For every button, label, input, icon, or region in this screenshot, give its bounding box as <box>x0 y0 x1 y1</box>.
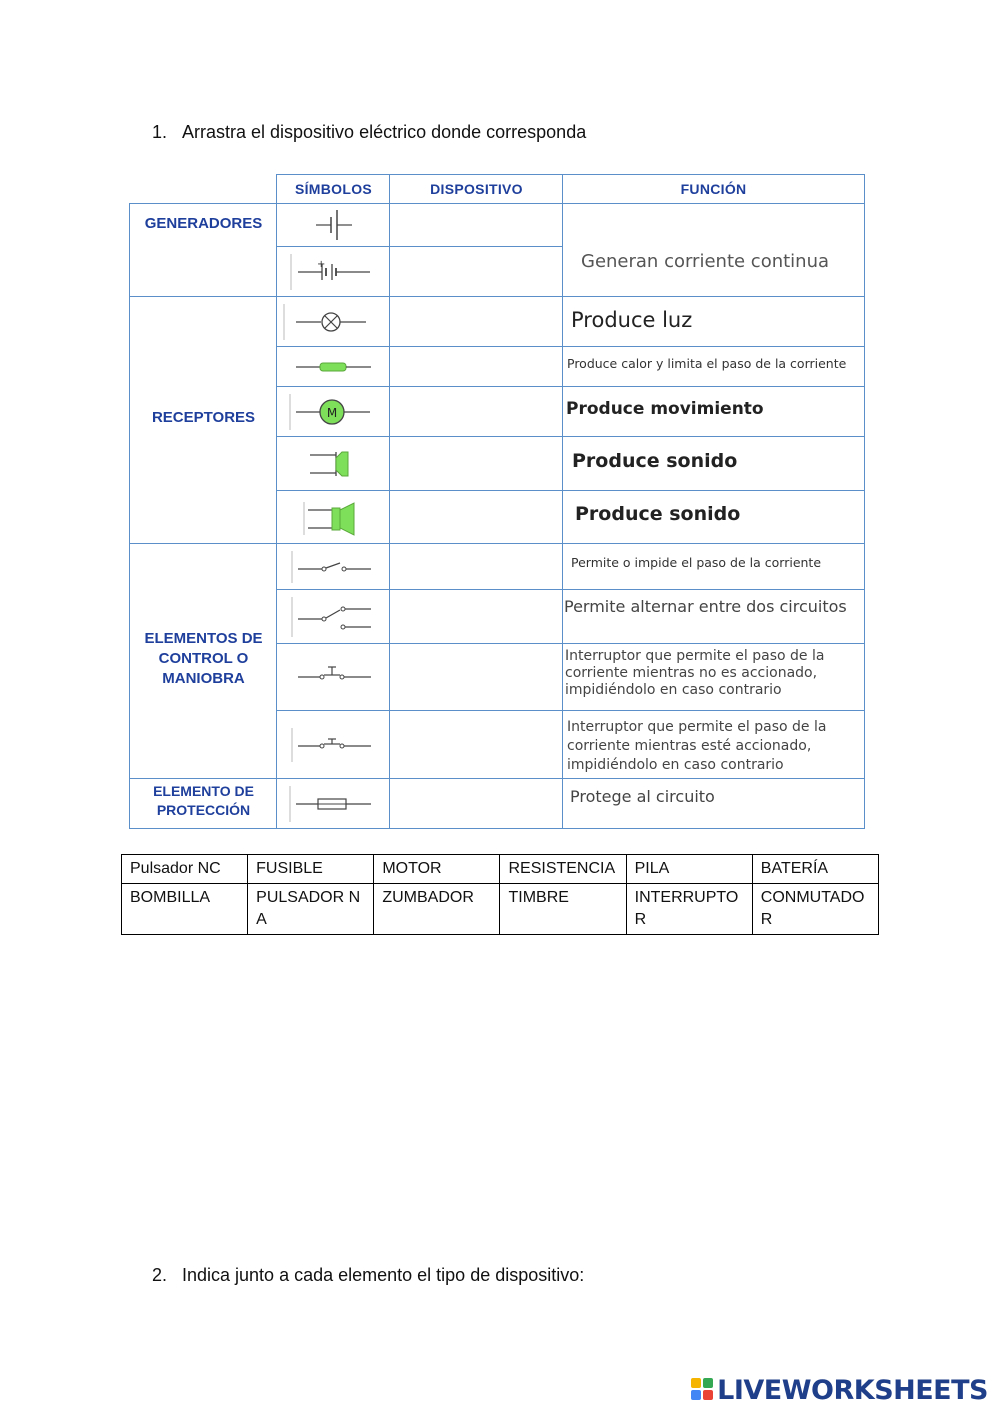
function-line: Interruptor que permite el paso de la <box>567 719 827 735</box>
svg-text:+: + <box>317 259 326 270</box>
device-dropzone[interactable] <box>389 296 564 348</box>
device-dropzone[interactable] <box>389 346 564 388</box>
liveworksheets-logo <box>691 1373 988 1407</box>
device-dropzone[interactable] <box>389 543 564 591</box>
category-control-line: CONTROL O <box>158 650 249 667</box>
question-text: Arrastra el dispositivo eléctrico donde corresponda <box>182 122 587 142</box>
question-text: Indica junto a cada elemento el tipo de dispositivo: <box>182 1265 585 1285</box>
device-dropzone[interactable] <box>389 386 564 438</box>
device-dropzone[interactable] <box>389 778 564 829</box>
category-control-line: MANIOBRA <box>162 670 245 687</box>
question-number: 1. <box>152 122 168 142</box>
device-dropzone[interactable] <box>389 436 564 492</box>
word-bank-row <box>122 855 879 884</box>
function-generators: Generan corriente continua <box>581 251 830 272</box>
category-protection-line: ELEMENTO DE <box>153 783 254 799</box>
function-buzzer: Produce sonido <box>572 450 738 472</box>
symbol-table <box>129 174 865 829</box>
cell-symbol-icon <box>276 778 391 829</box>
word-bank-item[interactable]: CONMUTADOR <box>752 884 878 935</box>
function-line: corriente mientras esté accionado, <box>567 738 812 754</box>
function-line: impidiéndolo en caso contrario <box>565 682 782 698</box>
device-dropzone[interactable] <box>389 710 564 780</box>
function-line: impidiéndolo en caso contrario <box>567 757 784 773</box>
header-device: DISPOSITIVO <box>430 181 523 197</box>
function-pulsador-na <box>567 718 826 775</box>
word-bank-item[interactable]: PILA <box>626 855 752 884</box>
word-bank-item[interactable]: BOMBILLA <box>122 884 248 935</box>
cell-symbol-icon <box>276 436 391 492</box>
device-dropzone[interactable] <box>389 203 564 248</box>
function-lamp: Produce luz <box>571 308 693 332</box>
cell-symbol-icon <box>276 203 391 248</box>
function-line: corriente mientras no es accionado, <box>565 665 818 681</box>
function-fuse: Protege al circuito <box>570 787 715 806</box>
logo-mark-icon <box>691 1378 715 1402</box>
category-generators: GENERADORES <box>144 215 263 232</box>
category-control <box>129 629 278 689</box>
device-dropzone[interactable] <box>389 589 564 645</box>
word-bank-item[interactable]: ZUMBADOR <box>374 884 500 935</box>
cell-symbol-icon <box>276 543 391 591</box>
word-bank <box>121 854 879 935</box>
cell-symbol-icon <box>276 589 391 645</box>
cell-symbol-icon <box>276 490 391 545</box>
word-bank-item[interactable]: FUSIBLE <box>248 855 374 884</box>
category-receivers: RECEPTORES <box>151 409 256 426</box>
word-bank-item[interactable]: Pulsador NC <box>122 855 248 884</box>
function-resistor: Produce calor y limita el paso de la corriente <box>567 356 847 371</box>
cell-symbol-icon <box>276 346 391 388</box>
word-bank-item[interactable]: INTERRUPTOR <box>626 884 752 935</box>
question-2 <box>152 1265 584 1286</box>
cell-symbol-icon <box>276 643 391 712</box>
category-protection <box>129 782 278 820</box>
device-dropzone[interactable] <box>389 490 564 545</box>
question-1 <box>152 122 586 143</box>
function-pulsador-nc <box>565 648 824 699</box>
category-protection-line: PROTECCIÓN <box>156 802 251 818</box>
function-motor: Produce movimiento <box>566 399 764 419</box>
cell-symbol-icon <box>276 386 391 438</box>
word-bank-item[interactable]: BATERÍA <box>752 855 878 884</box>
function-bell: Produce sonido <box>575 503 741 525</box>
header-function: FUNCIÓN <box>680 181 747 197</box>
device-dropzone[interactable] <box>389 246 564 298</box>
question-number: 2. <box>152 1265 168 1285</box>
motor-letter: M <box>326 406 338 420</box>
word-bank-item[interactable]: RESISTENCIA <box>500 855 626 884</box>
device-dropzone[interactable] <box>389 643 564 712</box>
cell-symbol-icon <box>276 246 391 298</box>
cell-symbol-icon <box>276 710 391 780</box>
word-bank-item[interactable]: MOTOR <box>374 855 500 884</box>
function-line: Interruptor que permite el paso de la <box>565 648 825 664</box>
cell-symbol-icon <box>276 296 391 348</box>
category-control-line: ELEMENTOS DE <box>144 630 263 647</box>
word-bank-row <box>122 884 879 935</box>
header-symbols: SÍMBOLOS <box>294 181 373 197</box>
function-switch: Permite o impide el paso de la corriente <box>571 555 822 570</box>
function-commutator: Permite alternar entre dos circuitos <box>564 597 847 616</box>
word-bank-item[interactable]: TIMBRE <box>500 884 626 935</box>
brand-name: LIVEWORKSHEETS <box>717 1374 988 1406</box>
word-bank-item[interactable]: PULSADOR NA <box>248 884 374 935</box>
